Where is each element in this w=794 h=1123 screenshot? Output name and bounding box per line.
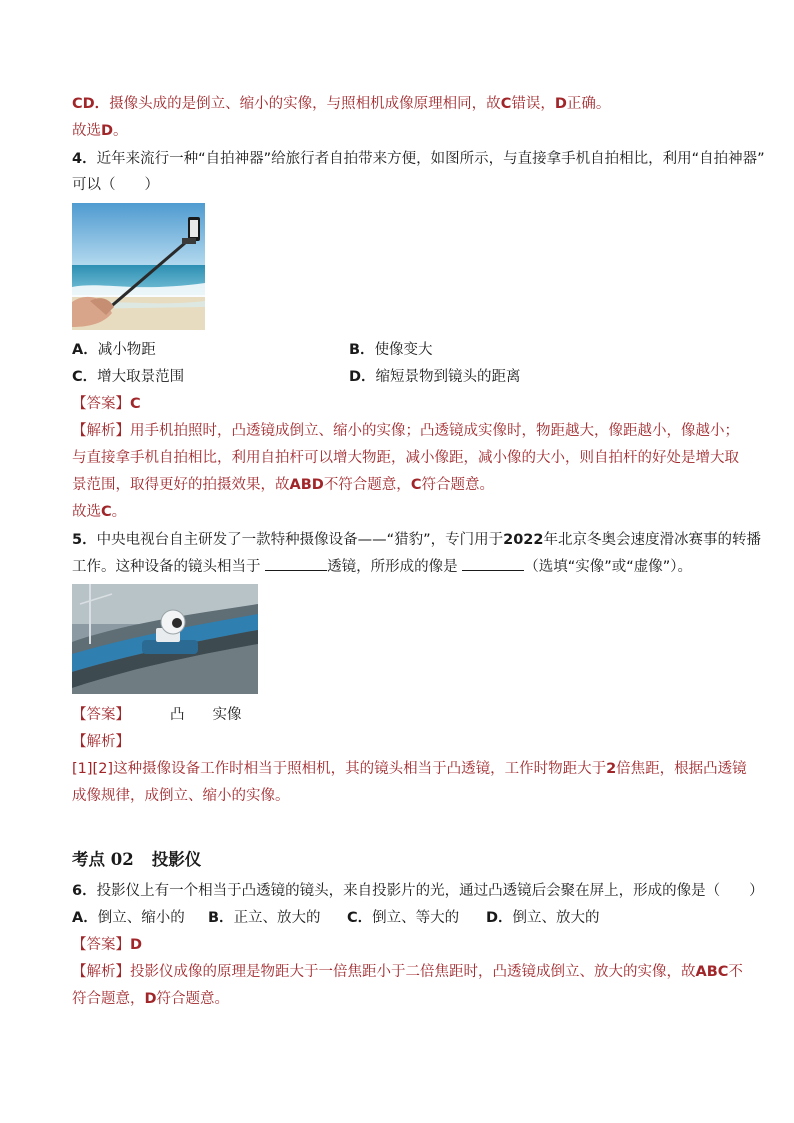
option-letter: D． — [349, 369, 376, 385]
answer-value: C — [130, 396, 141, 412]
analysis-text: 用手机拍照时，凸透镜成倒立、缩小的实像；凸透镜成实像时，物距越大，像距越小，像越小； — [130, 423, 739, 439]
q5-stem-text: 中央电视台自主研发了一款特种摄像设备——“猎豹”，专门用于 — [96, 532, 504, 548]
q5-analysis-line2 — [72, 786, 290, 806]
answer-value: D — [130, 937, 143, 953]
q5-analysis-line1 — [72, 759, 747, 779]
letter-d: D — [554, 96, 567, 112]
analysis-text: 景范围，取得更好的拍摄效果，故 — [72, 477, 290, 493]
option-text: 正立、放大的 — [233, 910, 321, 926]
q6-option-c — [347, 908, 459, 928]
choose-prefix: 故选 — [72, 123, 101, 139]
letters-abd: ABD — [289, 477, 324, 493]
q6-stem-text: 投影仪上有一个相当于凸透镜的镜头，来自投影片的光，通过凸透镜后会聚在屏上，形成的像是（ ） — [96, 883, 764, 899]
q5-stem-text: 透镜，所形成的像是 — [327, 559, 458, 575]
option-letter: A． — [72, 342, 98, 358]
analysis-text: [1][2]这种摄像设备工作时相当于照相机，其的镜头相当于凸透镜，工作时物距大于 — [72, 761, 607, 777]
q5-answer-line — [72, 705, 242, 725]
answer-value-1: 凸 — [170, 707, 185, 723]
intro-choose-line — [72, 121, 128, 141]
answer-label: 【答案】 — [72, 707, 130, 723]
q4-stem-text: 近年来流行一种“自拍神器”给旅行者自拍带来方便，如图所示，与直接拿手机自拍相比，利用“自拍神器” — [96, 151, 765, 167]
q4-analysis-line3 — [72, 475, 494, 495]
selfie-stick-illustration — [72, 203, 205, 330]
q5-year: 2022 — [503, 532, 544, 548]
q4-analysis-line1 — [72, 421, 739, 441]
option-text: 缩短景物到镜头的距离 — [375, 369, 521, 385]
analysis-text: 投影仪成像的原理是物距大于一倍焦距小于二倍焦距时，凸透镜成倒立、放大的实像，故 — [130, 964, 696, 980]
analysis-text: 与直接拿手机自拍相比，利用自拍杆可以增大物距，减小像距，减小像的大小，则自拍杆的好处是增大取 — [72, 450, 739, 466]
q4-option-d — [349, 367, 521, 387]
analysis-text: 不 — [728, 964, 743, 980]
q5-stem-line1 — [72, 530, 761, 550]
q6-option-d — [486, 908, 600, 928]
q5-stem-line2 — [72, 556, 692, 577]
q4-choose-line — [72, 502, 126, 522]
analysis-label: 【解析】 — [72, 964, 130, 980]
q6-option-a — [72, 908, 185, 928]
analysis-label: 【解析】 — [72, 423, 130, 439]
q4-analysis-line2 — [72, 448, 739, 468]
q5-analysis-label-line — [72, 732, 130, 752]
option-text: 减小物距 — [97, 342, 156, 358]
option-letter: B． — [349, 342, 375, 358]
option-cd-label: CD． — [72, 96, 110, 112]
analysis-number: 2 — [606, 761, 617, 777]
analysis-text: 不符合题意， — [323, 477, 411, 493]
q4-number: 4． — [72, 151, 97, 167]
selfie-stick-photo — [72, 203, 205, 330]
letter-d: D — [144, 991, 157, 1007]
letters-abc: ABC — [695, 964, 729, 980]
letter-c: C — [410, 477, 422, 493]
option-text: 使像变大 — [374, 342, 433, 358]
option-text: 倒立、放大的 — [512, 910, 600, 926]
answer-blank-1[interactable] — [265, 556, 327, 571]
q4-option-c — [72, 367, 184, 387]
analysis-text: 成像规律，成倒立、缩小的实像。 — [72, 788, 290, 804]
choose-letter: C — [101, 504, 112, 520]
q4-stem-line1 — [72, 149, 765, 169]
section-label: 考点 02 — [72, 850, 134, 869]
answer-value-2: 实像 — [212, 707, 242, 723]
choose-end: 。 — [113, 123, 128, 139]
q5-stem-text: （选填“实像”或“虚像”）。 — [524, 559, 693, 575]
q6-analysis-line1 — [72, 962, 743, 982]
answer-label: 【答案】 — [72, 937, 130, 953]
option-letter: B． — [208, 910, 234, 926]
option-letter: C． — [72, 369, 98, 385]
intro-c-text: 错误， — [511, 96, 555, 112]
option-letter: A． — [72, 910, 98, 926]
option-letter: D． — [486, 910, 513, 926]
q6-stem-line1 — [72, 881, 764, 901]
q6-option-b — [208, 908, 321, 928]
answer-label: 【答案】 — [72, 396, 130, 412]
q6-number: 6． — [72, 883, 97, 899]
intro-cd-line — [72, 94, 610, 114]
answer-blank-2[interactable] — [462, 556, 524, 571]
option-letter: C． — [347, 910, 373, 926]
q6-answer-line — [72, 935, 142, 955]
q6-analysis-line2 — [72, 989, 229, 1009]
option-text: 倒立、缩小的 — [97, 910, 185, 926]
q4-answer-line — [72, 394, 141, 414]
q4-option-b — [349, 340, 433, 360]
intro-d-text: 正确。 — [566, 96, 611, 112]
analysis-text: 倍焦距，根据凸透镜 — [616, 761, 747, 777]
section-title: 投影仪 — [151, 850, 202, 869]
q5-stem-text: 工作。这种设备的镜头相当于 — [72, 559, 261, 575]
section-heading — [72, 846, 201, 870]
choose-end: 。 — [111, 504, 127, 520]
choose-letter: D — [101, 123, 114, 139]
q4-stem-line2: 可以（ ） — [72, 177, 159, 193]
option-text: 增大取景范围 — [97, 369, 185, 385]
analysis-label: 【解析】 — [72, 734, 130, 750]
q5-stem-text: 年北京冬奥会速度滑冰赛事的转播 — [543, 532, 761, 548]
q5-number: 5． — [72, 532, 97, 548]
q4-option-a — [72, 340, 156, 360]
analysis-text: 符合题意。 — [156, 991, 230, 1007]
camera-rail-photo — [72, 584, 258, 694]
choose-prefix: 故选 — [72, 504, 101, 520]
option-text: 倒立、等大的 — [372, 910, 460, 926]
analysis-text: 符合题意。 — [421, 477, 494, 493]
letter-c: C — [500, 96, 512, 112]
speed-skating-camera-illustration — [72, 584, 258, 694]
analysis-text: 符合题意， — [72, 991, 145, 1007]
intro-cd-text: 摄像头成的是倒立、缩小的实像，与照相机成像原理相同，故 — [109, 96, 501, 112]
